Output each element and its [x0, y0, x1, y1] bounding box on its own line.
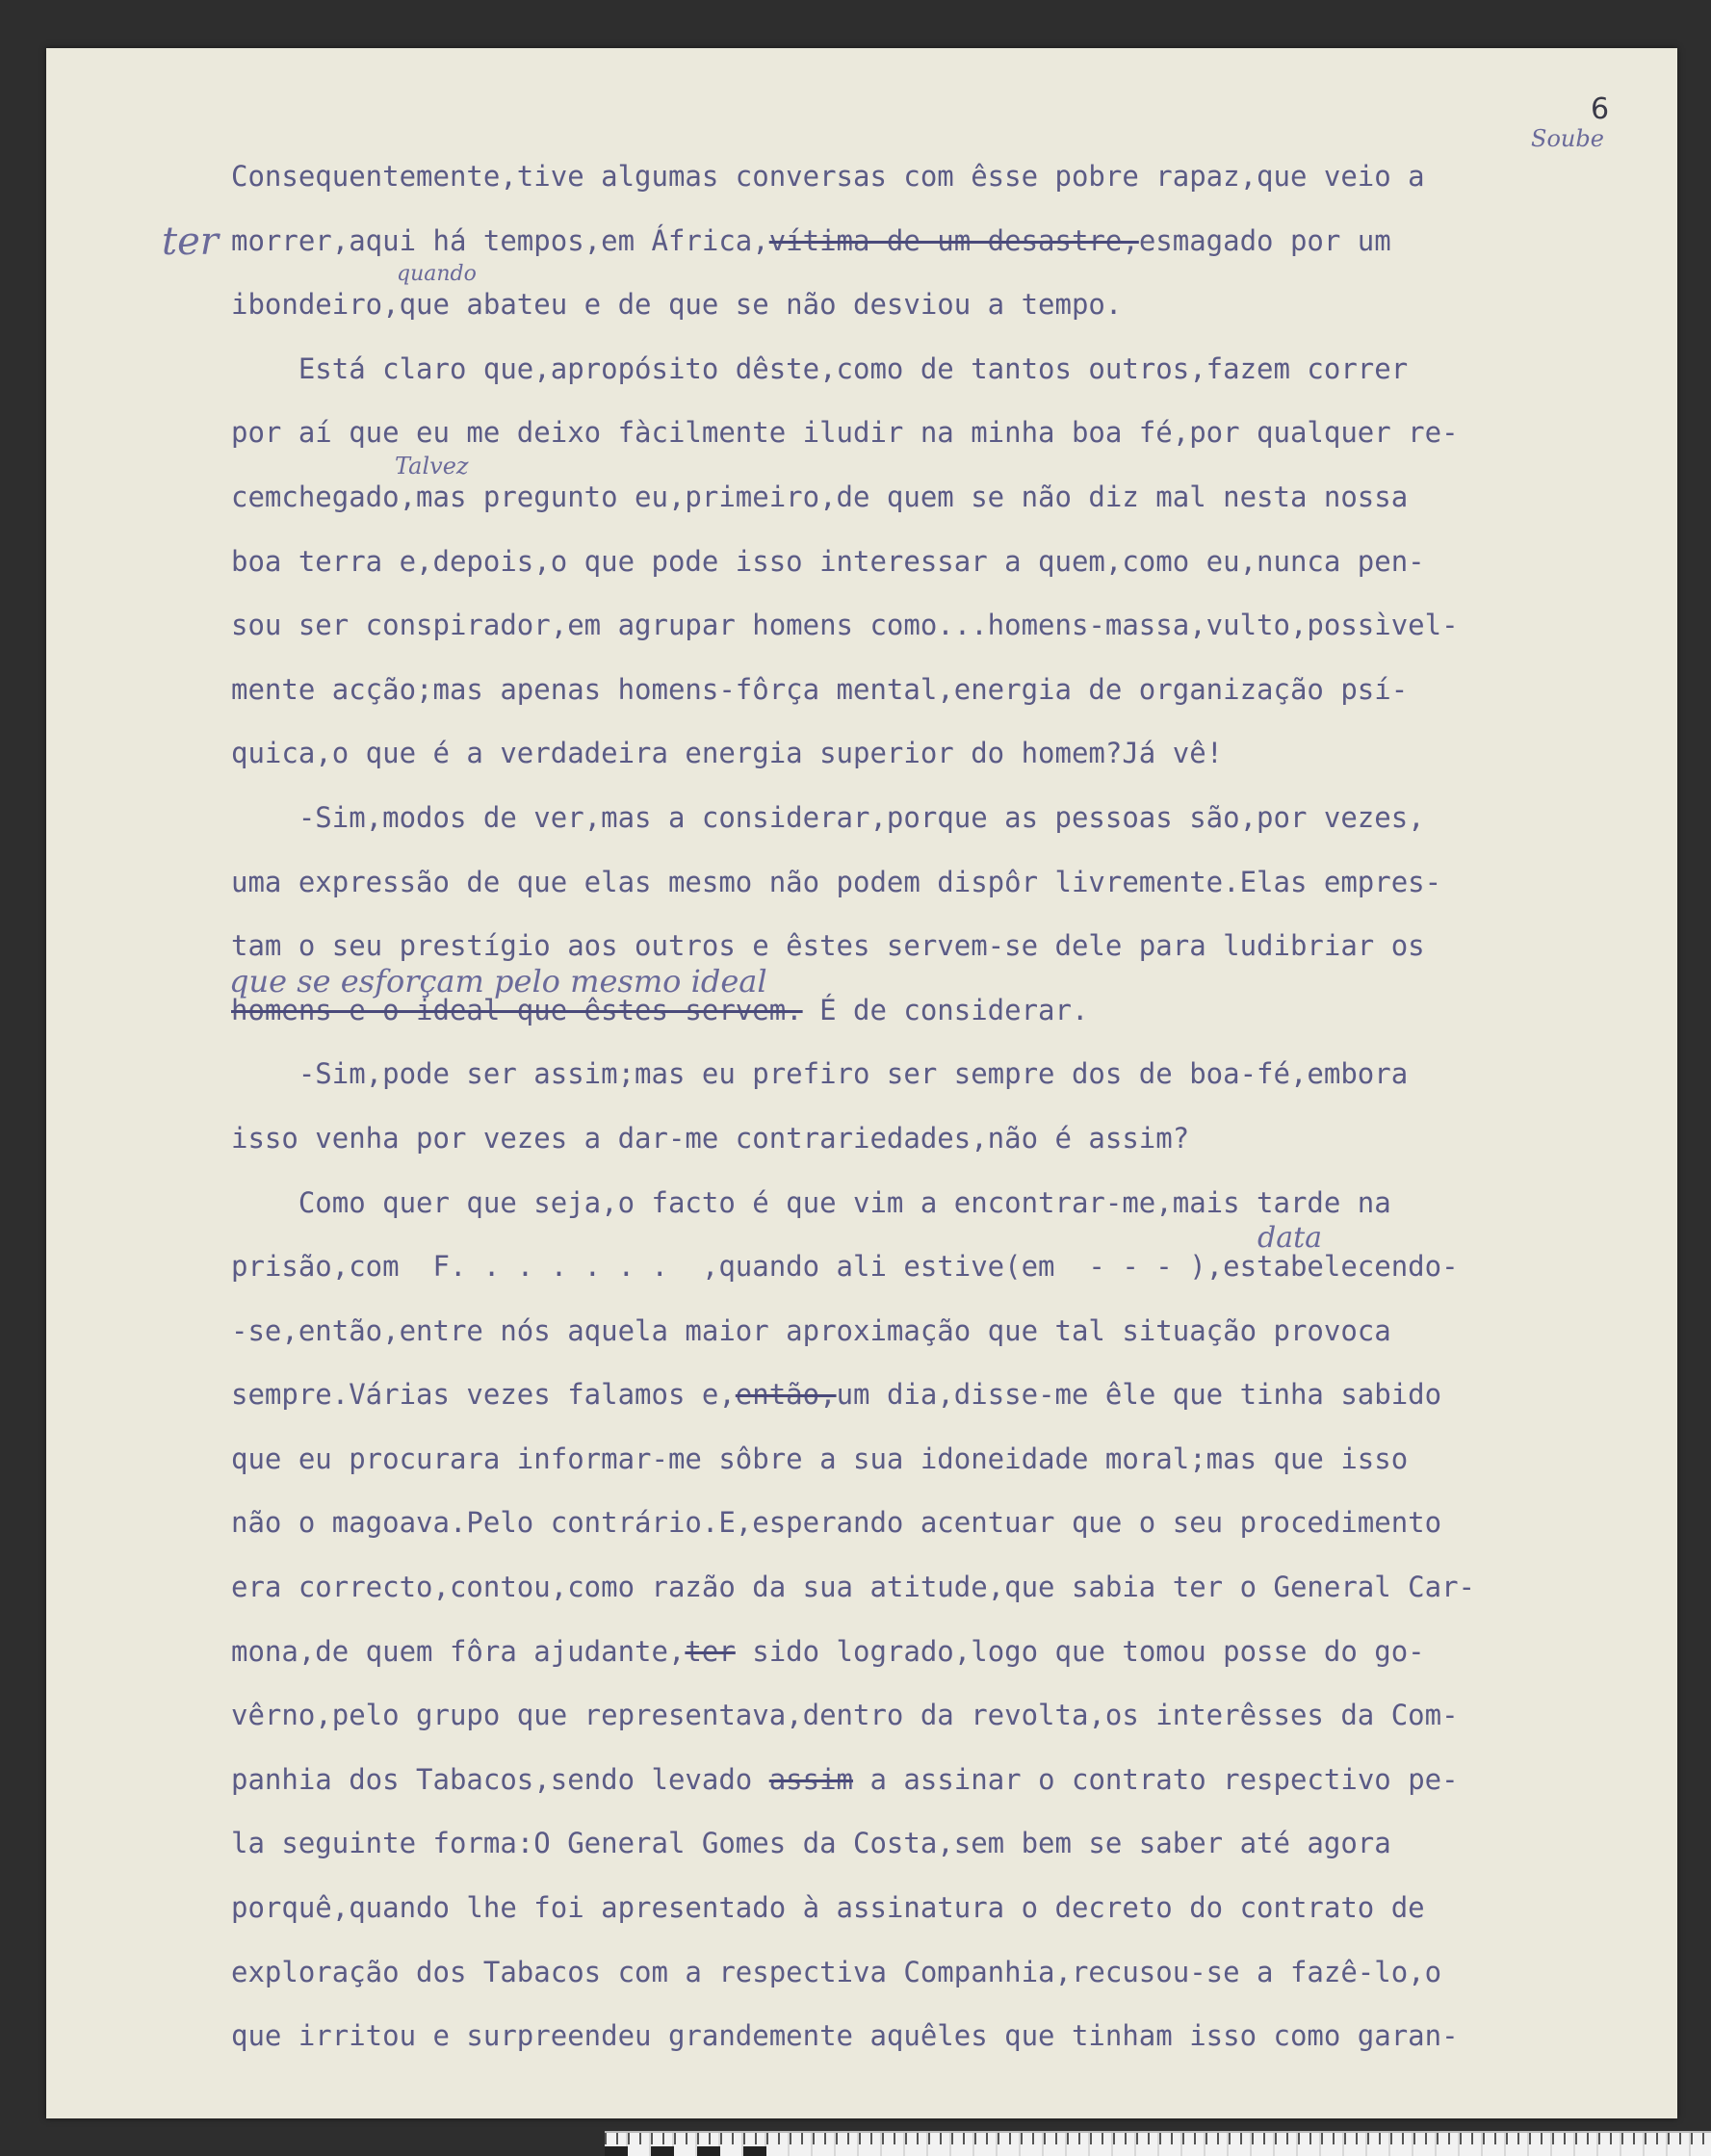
text-line-20	[231, 1363, 1675, 1427]
text-line-16: isso venha por vezes a dar-me contrariedades,não é assim?	[231, 1121, 1190, 1155]
text-line-26	[231, 1748, 1675, 1812]
text-line-30: que irritou e surpreendeu grandemente aquêles que tinham isso como garan-	[231, 2019, 1459, 2053]
text-line-22: não o magoava.Pelo contrário.E,esperando acentuar que o seu procedimento	[231, 1506, 1442, 1540]
text-line-20-end: um dia,disse-me êle que tinha sabido	[836, 1378, 1442, 1412]
text-line-2-end: esmagado por um	[1138, 223, 1391, 257]
text-line-18: prisão,com F. . . . . . . ,quando ali estive(em - - - ),estabelecendo-	[231, 1250, 1459, 1284]
text-line-2	[231, 209, 1675, 273]
scale-ruler	[605, 2131, 1711, 2156]
struck-text: assim	[768, 1762, 854, 1796]
text-line-23: era correcto,contou,como razão da sua atitude,que sabia ter o General Car-	[231, 1571, 1476, 1604]
text-line-14-end: É de considerar.	[802, 993, 1089, 1026]
text-line-27: la seguinte forma:O General Gomes da Costa,sem bem se saber até agora	[231, 1827, 1391, 1860]
text-line-17: Como quer que seja,o facto é que vim a encontrar-me,mais tarde na	[231, 1185, 1391, 1219]
annotation-soube: Soube	[1531, 125, 1604, 152]
annotation-ter: ter	[162, 220, 219, 264]
text-line-24-end: sido logrado,logo que tomou posse do go-	[735, 1634, 1425, 1668]
text-line-26-start: panhia dos Tabacos,sendo levado	[231, 1762, 753, 1796]
text-line-21: que eu procurara informar-me sôbre a sua idoneidade moral;mas que isso	[231, 1442, 1409, 1475]
text-line-25: vêrno,pelo grupo que representava,dentro da revolta,os interêsses da Com-	[231, 1699, 1459, 1732]
ruler-ticks	[605, 2133, 1711, 2144]
text-line-5: por aí que eu me deixo fàcilmente iludir na minha boa fé,por qualquer re-	[231, 416, 1459, 450]
annotation-quando: quando	[397, 262, 477, 286]
text-line-11: -Sim,modos de ver,mas a considerar,porque as pessoas são,por vezes,	[231, 800, 1425, 834]
text-line-9: mente acção;mas apenas homens-fôrça mental,energia de organização psí-	[231, 672, 1409, 706]
text-line-2-start: morrer,aqui há tempos,em África,	[231, 223, 769, 257]
text-line-4: Está claro que,apropósito dêste,como de tantos outros,fazem correr	[231, 351, 1409, 385]
text-line-14	[231, 978, 1675, 1043]
annotation-talvez: Talvez	[395, 453, 469, 480]
ruler-block	[605, 2146, 628, 2156]
text-line-13: tam o seu prestígio aos outros e êstes servem-se dele para ludibriar os	[231, 929, 1425, 963]
text-line-26-end: a assinar o contrato respectivo pe-	[853, 1762, 1459, 1796]
annotation-data: data	[1257, 1221, 1323, 1255]
ruler-block	[743, 2146, 766, 2156]
struck-text: ter	[685, 1634, 736, 1668]
text-line-24	[231, 1620, 1675, 1684]
text-line-3: ibondeiro,que abateu e de que se não desviou a tempo.	[231, 288, 1123, 322]
text-line-28: porquê,quando lhe foi apresentado à assinatura o decreto do contrato de	[231, 1891, 1425, 1925]
page-number: 6	[1591, 92, 1610, 126]
text-line-12: uma expressão de que elas mesmo não podem dispôr livremente.Elas empres-	[231, 865, 1442, 898]
text-line-1: Consequentemente,tive algumas conversas com êsse pobre rapaz,que veio a	[231, 160, 1425, 193]
text-line-7: boa terra e,depois,o que pode isso interessar a quem,como eu,nunca pen-	[231, 544, 1425, 578]
struck-text: então,	[735, 1378, 837, 1412]
text-line-24-start: mona,de quem fôra ajudante,	[231, 1634, 686, 1668]
text-line-10: quica,o que é a verdadeira energia superior do homem?Já vê!	[231, 737, 1224, 770]
text-line-15: -Sim,pode ser assim;mas eu prefiro ser sempre dos de boa-fé,embora	[231, 1057, 1409, 1091]
struck-text: vítima de um desastre,	[768, 223, 1139, 257]
typed-text	[231, 144, 1675, 2068]
text-line-6: cemchegado,mas pregunto eu,primeiro,de quem se não diz mal nesta nossa	[231, 480, 1409, 513]
annotation-insert: que se esforçam pelo mesmo ideal	[229, 963, 767, 1000]
ruler-block	[651, 2146, 674, 2156]
text-line-19: -se,então,entre nós aquela maior aproximação que tal situação provoca	[231, 1313, 1391, 1347]
struck-text: homens e o ideal que êstes servem.	[231, 993, 803, 1026]
ruler-block	[697, 2146, 720, 2156]
text-line-8: sou ser conspirador,em agrupar homens como...homens-massa,vulto,possìvel-	[231, 609, 1459, 642]
text-line-20-start: sempre.Várias vezes falamos e,	[231, 1378, 736, 1412]
text-line-29: exploração dos Tabacos com a respectiva Companhia,recusou-se a fazê-lo,o	[231, 1955, 1442, 1988]
